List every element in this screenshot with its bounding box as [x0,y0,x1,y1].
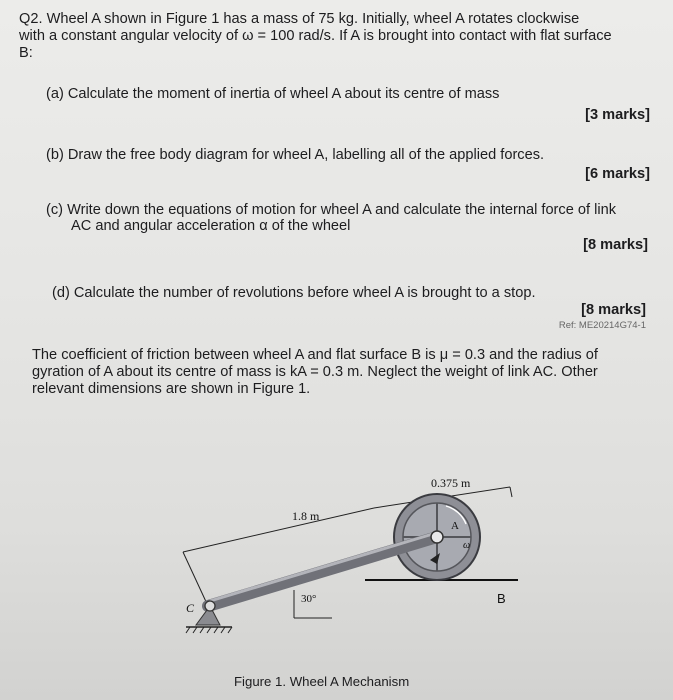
part-b-marks: [6 marks] [585,166,650,182]
question-intro-line-2: with a constant angular velocity of ω = 100 rad/s. If A is brought into contact with flat surface [19,28,612,44]
reference-code: Ref: ME20214G74-1 [558,320,646,331]
question-intro-line-3: B: [19,45,33,61]
part-d-marks: [8 marks] [581,302,646,318]
part-a-marks: [3 marks] [585,107,650,123]
omega-label: ω [463,540,471,551]
part-d-text: (d) Calculate the number of revolutions before wheel A is brought to a stop. [52,285,536,301]
length-dimension-line [183,508,374,552]
wheel-hub [431,531,443,543]
question-intro-line-1: Q2. Wheel A shown in Figure 1 has a mass of 75 kg. Initially, wheel A rotates clockwise [19,11,580,27]
part-c-text-line-1: (c) Write down the equations of motion for wheel A and calculate the internal force of link [46,202,617,218]
given-line-2: gyration of A about its centre of mass is kA = 0.3 m. Neglect the weight of link AC. Other [32,364,598,380]
part-b-text: (b) Draw the free body diagram for wheel A, labelling all of the applied forces. [46,147,545,163]
angle-label: 30° [301,593,317,605]
length-extension-line [183,552,208,606]
length-label: 1.8 m [292,509,320,523]
surface-label: B [497,591,506,606]
link-ac [208,533,437,606]
given-line-3: relevant dimensions are shown in Figure 1. [32,381,311,397]
part-c-marks: [8 marks] [583,237,648,253]
figure-caption: Figure 1. Wheel A Mechanism [234,674,410,689]
part-c-text-line-2: AC and angular acceleration α of the wheel [71,218,351,234]
part-a-text: (a) Calculate the moment of inertia of wheel A about its centre of mass [46,86,500,102]
radius-label: 0.375 m [431,476,471,490]
pin-label: C [186,601,195,615]
given-line-1: The coefficient of friction between wheel A and flat surface B is μ = 0.3 and the radius of [32,347,598,363]
wheel-label: A [451,520,459,532]
